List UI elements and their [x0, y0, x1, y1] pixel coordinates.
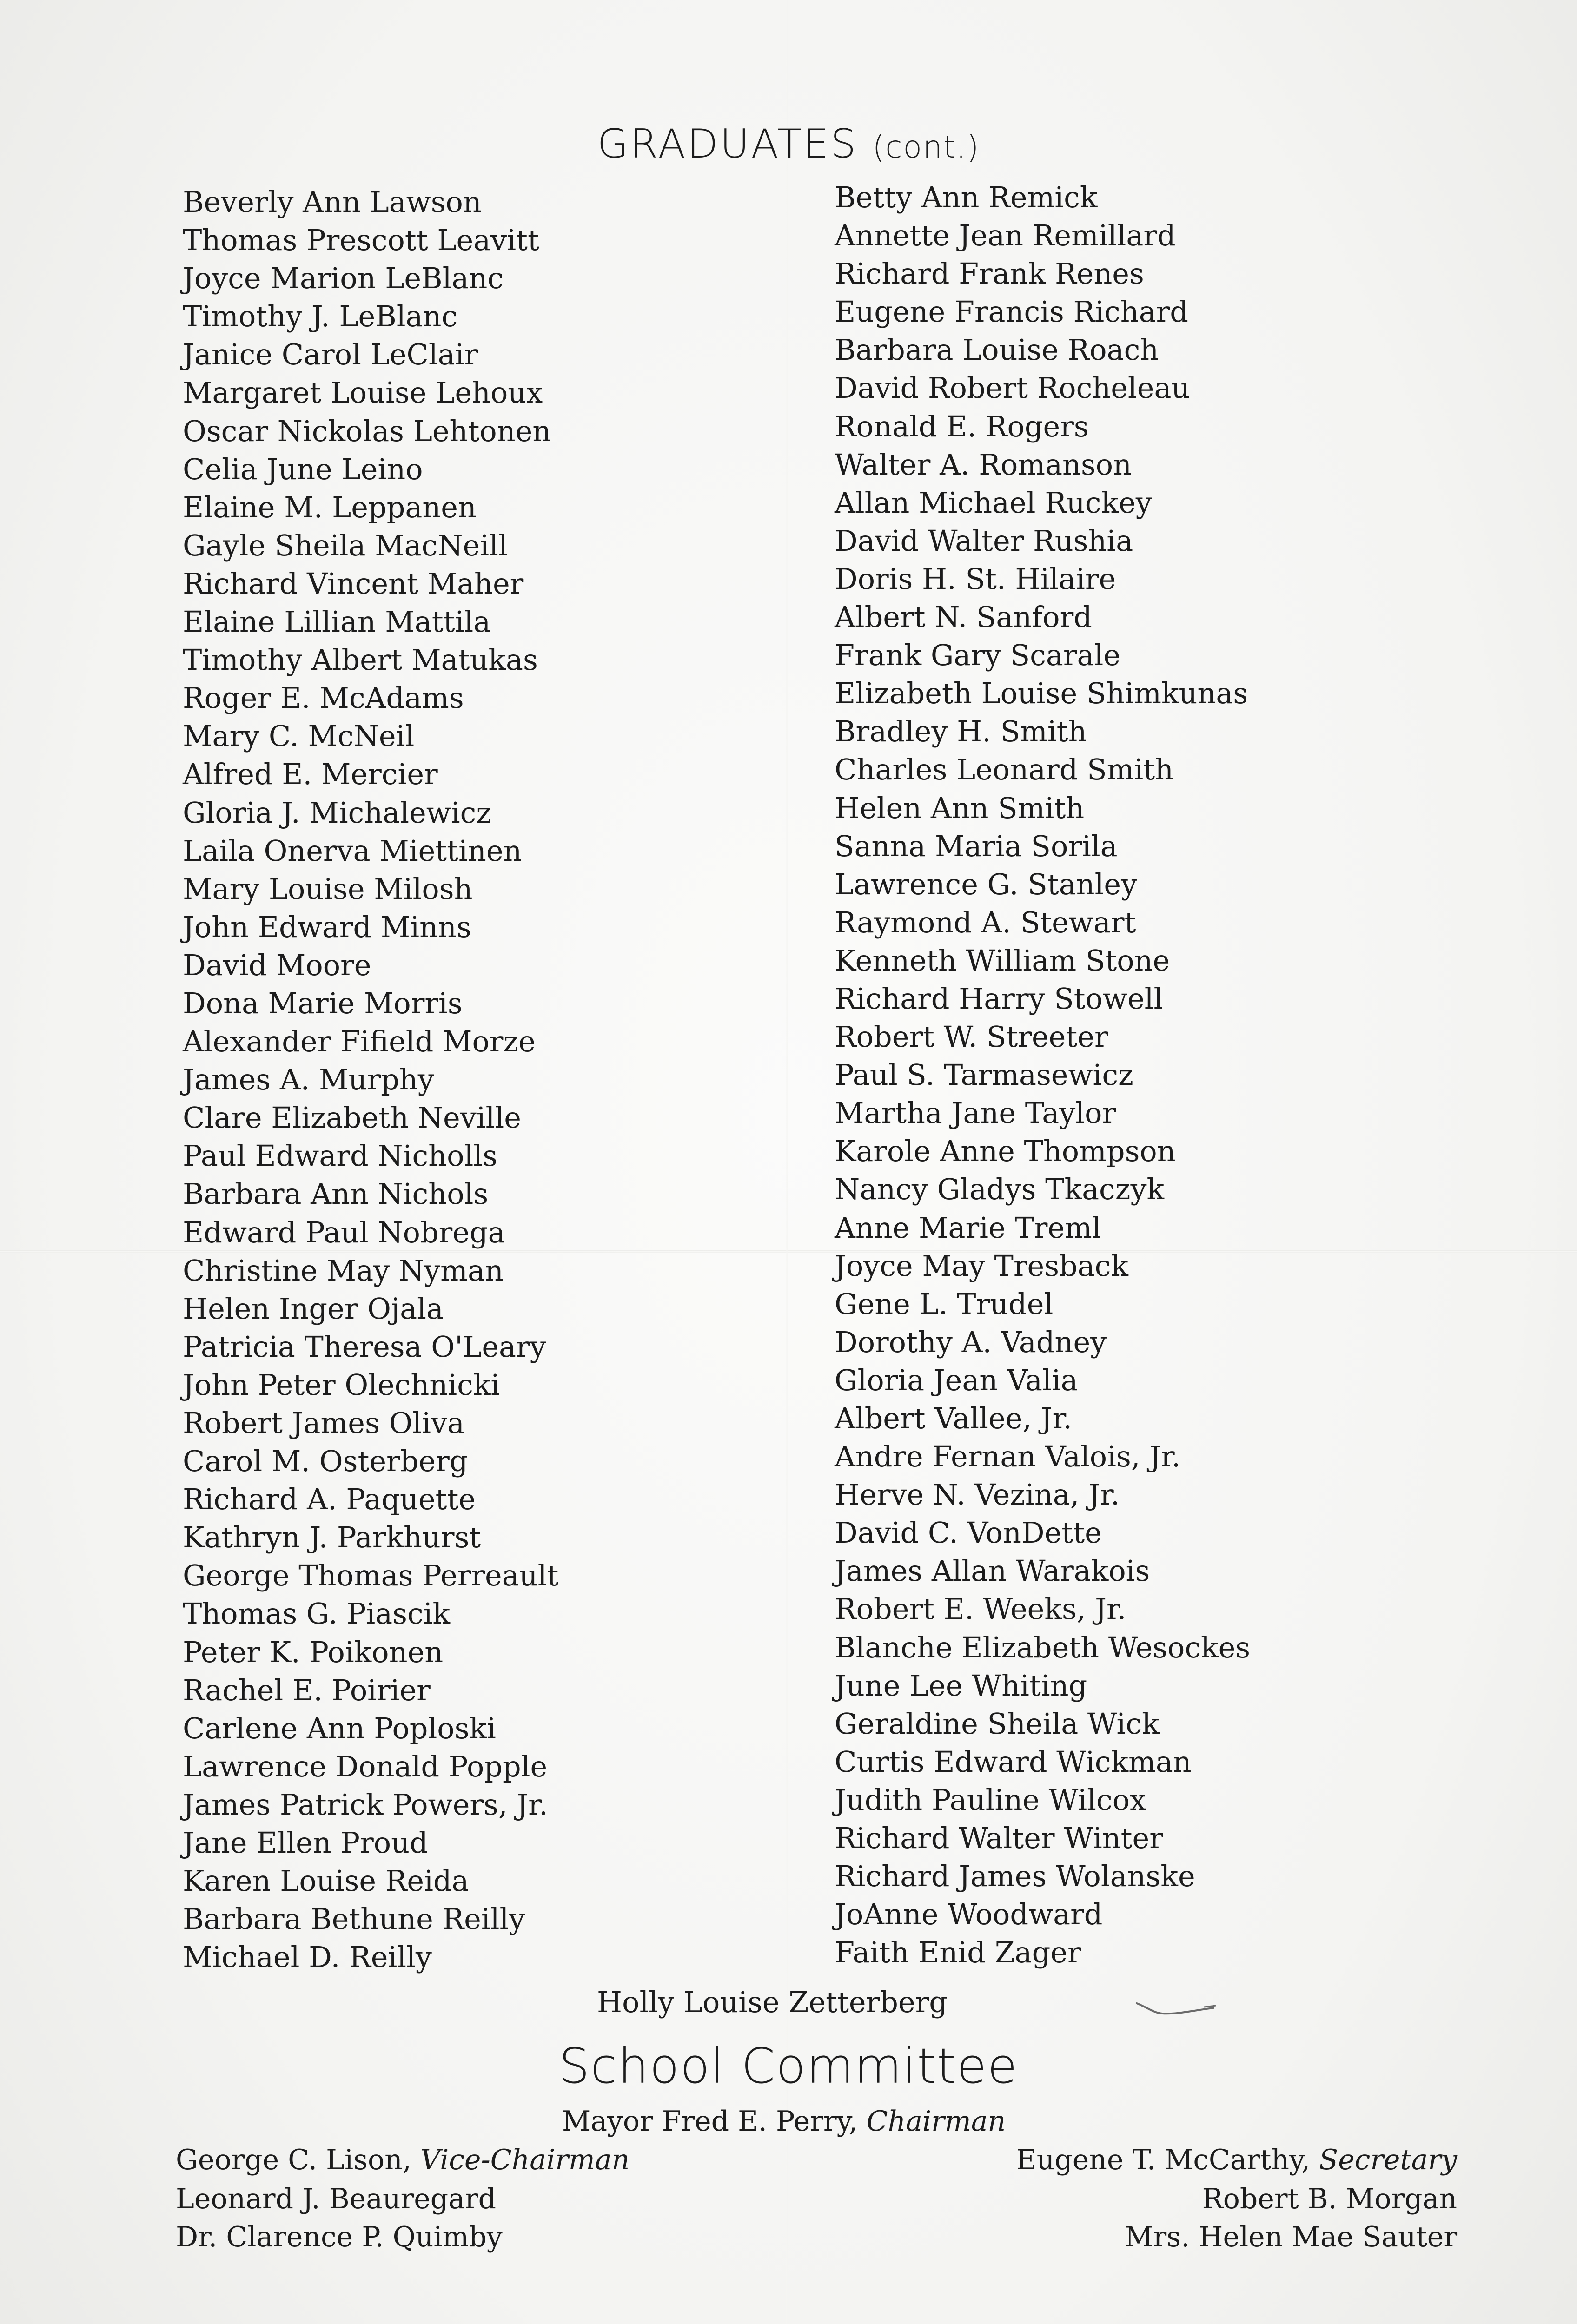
graduate-name: Anne Marie Treml	[835, 1210, 1101, 1245]
graduate-name: Roger E. McAdams	[183, 681, 464, 715]
committee-chairman	[0, 2102, 1577, 2140]
committee-chairman-role: Chairman	[866, 2105, 1006, 2138]
graduate-name: Albert Vallee, Jr.	[835, 1401, 1073, 1435]
graduate-name: Dona Marie Morris	[183, 986, 463, 1020]
graduate-name: Betty Ann Remick	[835, 180, 1098, 214]
graduate-name: Alfred E. Mercier	[183, 757, 438, 792]
graduate-name: Carol M. Osterberg	[183, 1444, 468, 1479]
graduate-name: Joyce May Tresback	[835, 1248, 1128, 1283]
graduate-name: Richard Harry Stowell	[835, 981, 1163, 1016]
graduate-name: Richard Frank Renes	[835, 257, 1144, 291]
graduate-name: Richard Vincent Maher	[183, 566, 524, 601]
committee-member-right	[1016, 2141, 1457, 2179]
graduate-name: Helen Ann Smith	[835, 791, 1085, 825]
graduate-name: Kenneth William Stone	[835, 943, 1170, 977]
graduate-name: Robert James Oliva	[183, 1406, 464, 1440]
graduate-name: Robert E. Weeks, Jr.	[835, 1592, 1126, 1626]
graduates-list-left	[183, 183, 558, 1976]
graduate-name: David Walter Rushia	[835, 523, 1133, 558]
graduate-name: Gloria J. Michalewicz	[183, 795, 492, 830]
graduate-name: Laila Onerva Miettinen	[183, 833, 522, 868]
graduate-name: Sanna Maria Sorila	[835, 829, 1118, 863]
committee-member-name: Eugene T. McCarthy,	[1016, 2144, 1311, 2176]
committee-member-left	[176, 2141, 629, 2179]
graduate-name: Gloria Jean Valia	[835, 1363, 1078, 1397]
graduate-name: Elizabeth Louise Shimkunas	[835, 676, 1248, 711]
graduate-name: Curtis Edward Wickman	[835, 1744, 1192, 1779]
committee-chairman-name: Mayor Fred E. Perry,	[562, 2105, 858, 2138]
graduate-name: Timothy Albert Matukas	[183, 643, 538, 677]
committee-member-right	[1202, 2180, 1457, 2218]
graduate-name: Oscar Nickolas Lehtonen	[183, 414, 551, 448]
graduate-name: Christine May Nyman	[183, 1253, 504, 1287]
graduate-name: Walter A. Romanson	[835, 447, 1132, 482]
graduate-name: Eugene Francis Richard	[835, 295, 1188, 329]
graduate-name: JoAnne Woodward	[835, 1897, 1103, 1932]
graduate-name: Thomas G. Piascik	[183, 1597, 451, 1631]
graduate-name: Herve N. Vezina, Jr.	[835, 1478, 1120, 1512]
graduate-name: Barbara Bethune Reilly	[183, 1902, 525, 1936]
graduate-name: John Edward Minns	[183, 910, 471, 944]
graduate-name: Charles Leonard Smith	[835, 753, 1174, 787]
committee-member-role: Vice-Chairman	[420, 2144, 630, 2176]
graduate-name: Jane Ellen Proud	[183, 1826, 428, 1860]
committee-member-name: Dr. Clarence P. Quimby	[176, 2221, 503, 2253]
graduate-name: James Patrick Powers, Jr.	[183, 1787, 548, 1822]
graduate-name: Andre Fernan Valois, Jr.	[835, 1439, 1181, 1474]
graduate-name: James Allan Warakois	[835, 1554, 1150, 1588]
committee-member-right	[1125, 2218, 1457, 2256]
graduate-name: Bradley H. Smith	[835, 714, 1087, 749]
graduate-name: Margaret Louise Lehoux	[183, 376, 543, 410]
committee-member-left	[176, 2218, 503, 2256]
graduate-name: Raymond A. Stewart	[835, 905, 1136, 939]
committee-member-name: Mrs. Helen Mae Sauter	[1125, 2221, 1457, 2253]
graduate-name: Beverly Ann Lawson	[183, 185, 482, 219]
graduate-name: Thomas Prescott Leavitt	[183, 223, 539, 257]
graduate-name: Janice Carol LeClair	[183, 337, 478, 372]
graduate-name: Mary C. McNeil	[183, 719, 415, 753]
graduate-name: Martha Jane Taylor	[835, 1096, 1116, 1130]
graduate-name: Edward Paul Nobrega	[183, 1215, 505, 1249]
graduate-name: Judith Pauline Wilcox	[835, 1783, 1146, 1817]
graduate-name: Richard James Wolanske	[835, 1859, 1195, 1894]
graduate-name: Geraldine Sheila Wick	[835, 1706, 1160, 1741]
graduate-name: Robert W. Streeter	[835, 1020, 1108, 1054]
pen-mark	[1134, 1985, 1246, 2027]
graduate-name: Annette Jean Remillard	[835, 218, 1176, 253]
graduate-name: David Robert Rocheleau	[835, 371, 1190, 405]
committee-member-name: Leonard J. Beauregard	[176, 2183, 497, 2215]
graduate-name: Kathryn J. Parkhurst	[183, 1520, 481, 1555]
graduate-name: Peter K. Poikonen	[183, 1635, 444, 1669]
graduate-name: Timothy J. LeBlanc	[183, 299, 458, 334]
graduate-name: Richard A. Paquette	[183, 1482, 476, 1517]
graduate-name: David Moore	[183, 948, 371, 982]
graduate-name: Allan Michael Ruckey	[835, 485, 1152, 520]
graduate-name: Blanche Elizabeth Wesockes	[835, 1630, 1251, 1664]
graduate-name: David C. VonDette	[835, 1516, 1102, 1550]
graduate-name: Michael D. Reilly	[183, 1940, 432, 1974]
graduate-name: Doris H. St. Hilaire	[835, 561, 1116, 596]
graduate-name: Carlene Ann Poploski	[183, 1711, 496, 1745]
graduate-name: Elaine Lillian Mattila	[183, 605, 491, 639]
graduate-name: Clare Elizabeth Neville	[183, 1101, 521, 1135]
graduates-heading-main: GRADUATES	[597, 121, 858, 167]
graduate-name: Karole Anne Thompson	[835, 1134, 1176, 1169]
graduate-name: Barbara Ann Nichols	[183, 1177, 489, 1211]
graduate-name: Helen Inger Ojala	[183, 1291, 444, 1326]
committee-member-name: Robert B. Morgan	[1202, 2183, 1457, 2215]
graduate-name: Faith Enid Zager	[835, 1935, 1081, 1970]
paper-fold-vertical	[786, 0, 788, 2324]
graduate-name: Mary Louise Milosh	[183, 872, 473, 906]
graduate-name: Dorothy A. Vadney	[835, 1325, 1107, 1359]
graduate-name: Alexander Fifield Morze	[183, 1024, 536, 1059]
committee-member-left	[176, 2180, 496, 2218]
graduate-name: Albert N. Sanford	[835, 600, 1092, 634]
graduate-name: Elaine M. Leppanen	[183, 490, 477, 524]
graduate-name: Richard Walter Winter	[835, 1821, 1163, 1855]
graduate-name: Ronald E. Rogers	[835, 409, 1089, 443]
graduate-name: Nancy Gladys Tkaczyk	[835, 1172, 1165, 1207]
graduate-name: Karen Louise Reida	[183, 1864, 469, 1898]
graduate-name: Gayle Sheila MacNeill	[183, 528, 508, 562]
committee-member-role: Secretary	[1319, 2144, 1457, 2176]
graduate-name: Gene L. Trudel	[835, 1287, 1054, 1321]
graduate-name: Patricia Theresa O'Leary	[183, 1329, 546, 1364]
graduates-list-right	[835, 178, 1250, 1972]
graduate-name: Lawrence G. Stanley	[835, 867, 1138, 901]
graduates-heading	[0, 114, 1577, 178]
graduate-name: Paul S. Tarmasewicz	[835, 1058, 1133, 1092]
graduate-name: June Lee Whiting	[835, 1668, 1087, 1703]
graduate-name: Paul Edward Nicholls	[183, 1139, 497, 1173]
graduate-name: Barbara Louise Roach	[835, 333, 1159, 367]
graduate-final-name: Holly Louise Zetterberg	[597, 1985, 948, 2019]
school-committee-heading: School Committee	[559, 2038, 1018, 2094]
graduate-name: Frank Gary Scarale	[835, 638, 1120, 673]
committee-member-name: George C. Lison,	[176, 2144, 411, 2176]
graduate-name: Lawrence Donald Popple	[183, 1749, 548, 1783]
graduate-name: Joyce Marion LeBlanc	[183, 261, 504, 296]
graduates-heading-suffix: (cont.)	[872, 129, 980, 165]
graduate-name: James A. Murphy	[183, 1063, 434, 1097]
graduate-name: Rachel E. Poirier	[183, 1673, 431, 1707]
graduate-name: John Peter Olechnicki	[183, 1367, 500, 1402]
graduate-name: George Thomas Perreault	[183, 1558, 559, 1593]
graduate-name: Celia June Leino	[183, 452, 423, 486]
